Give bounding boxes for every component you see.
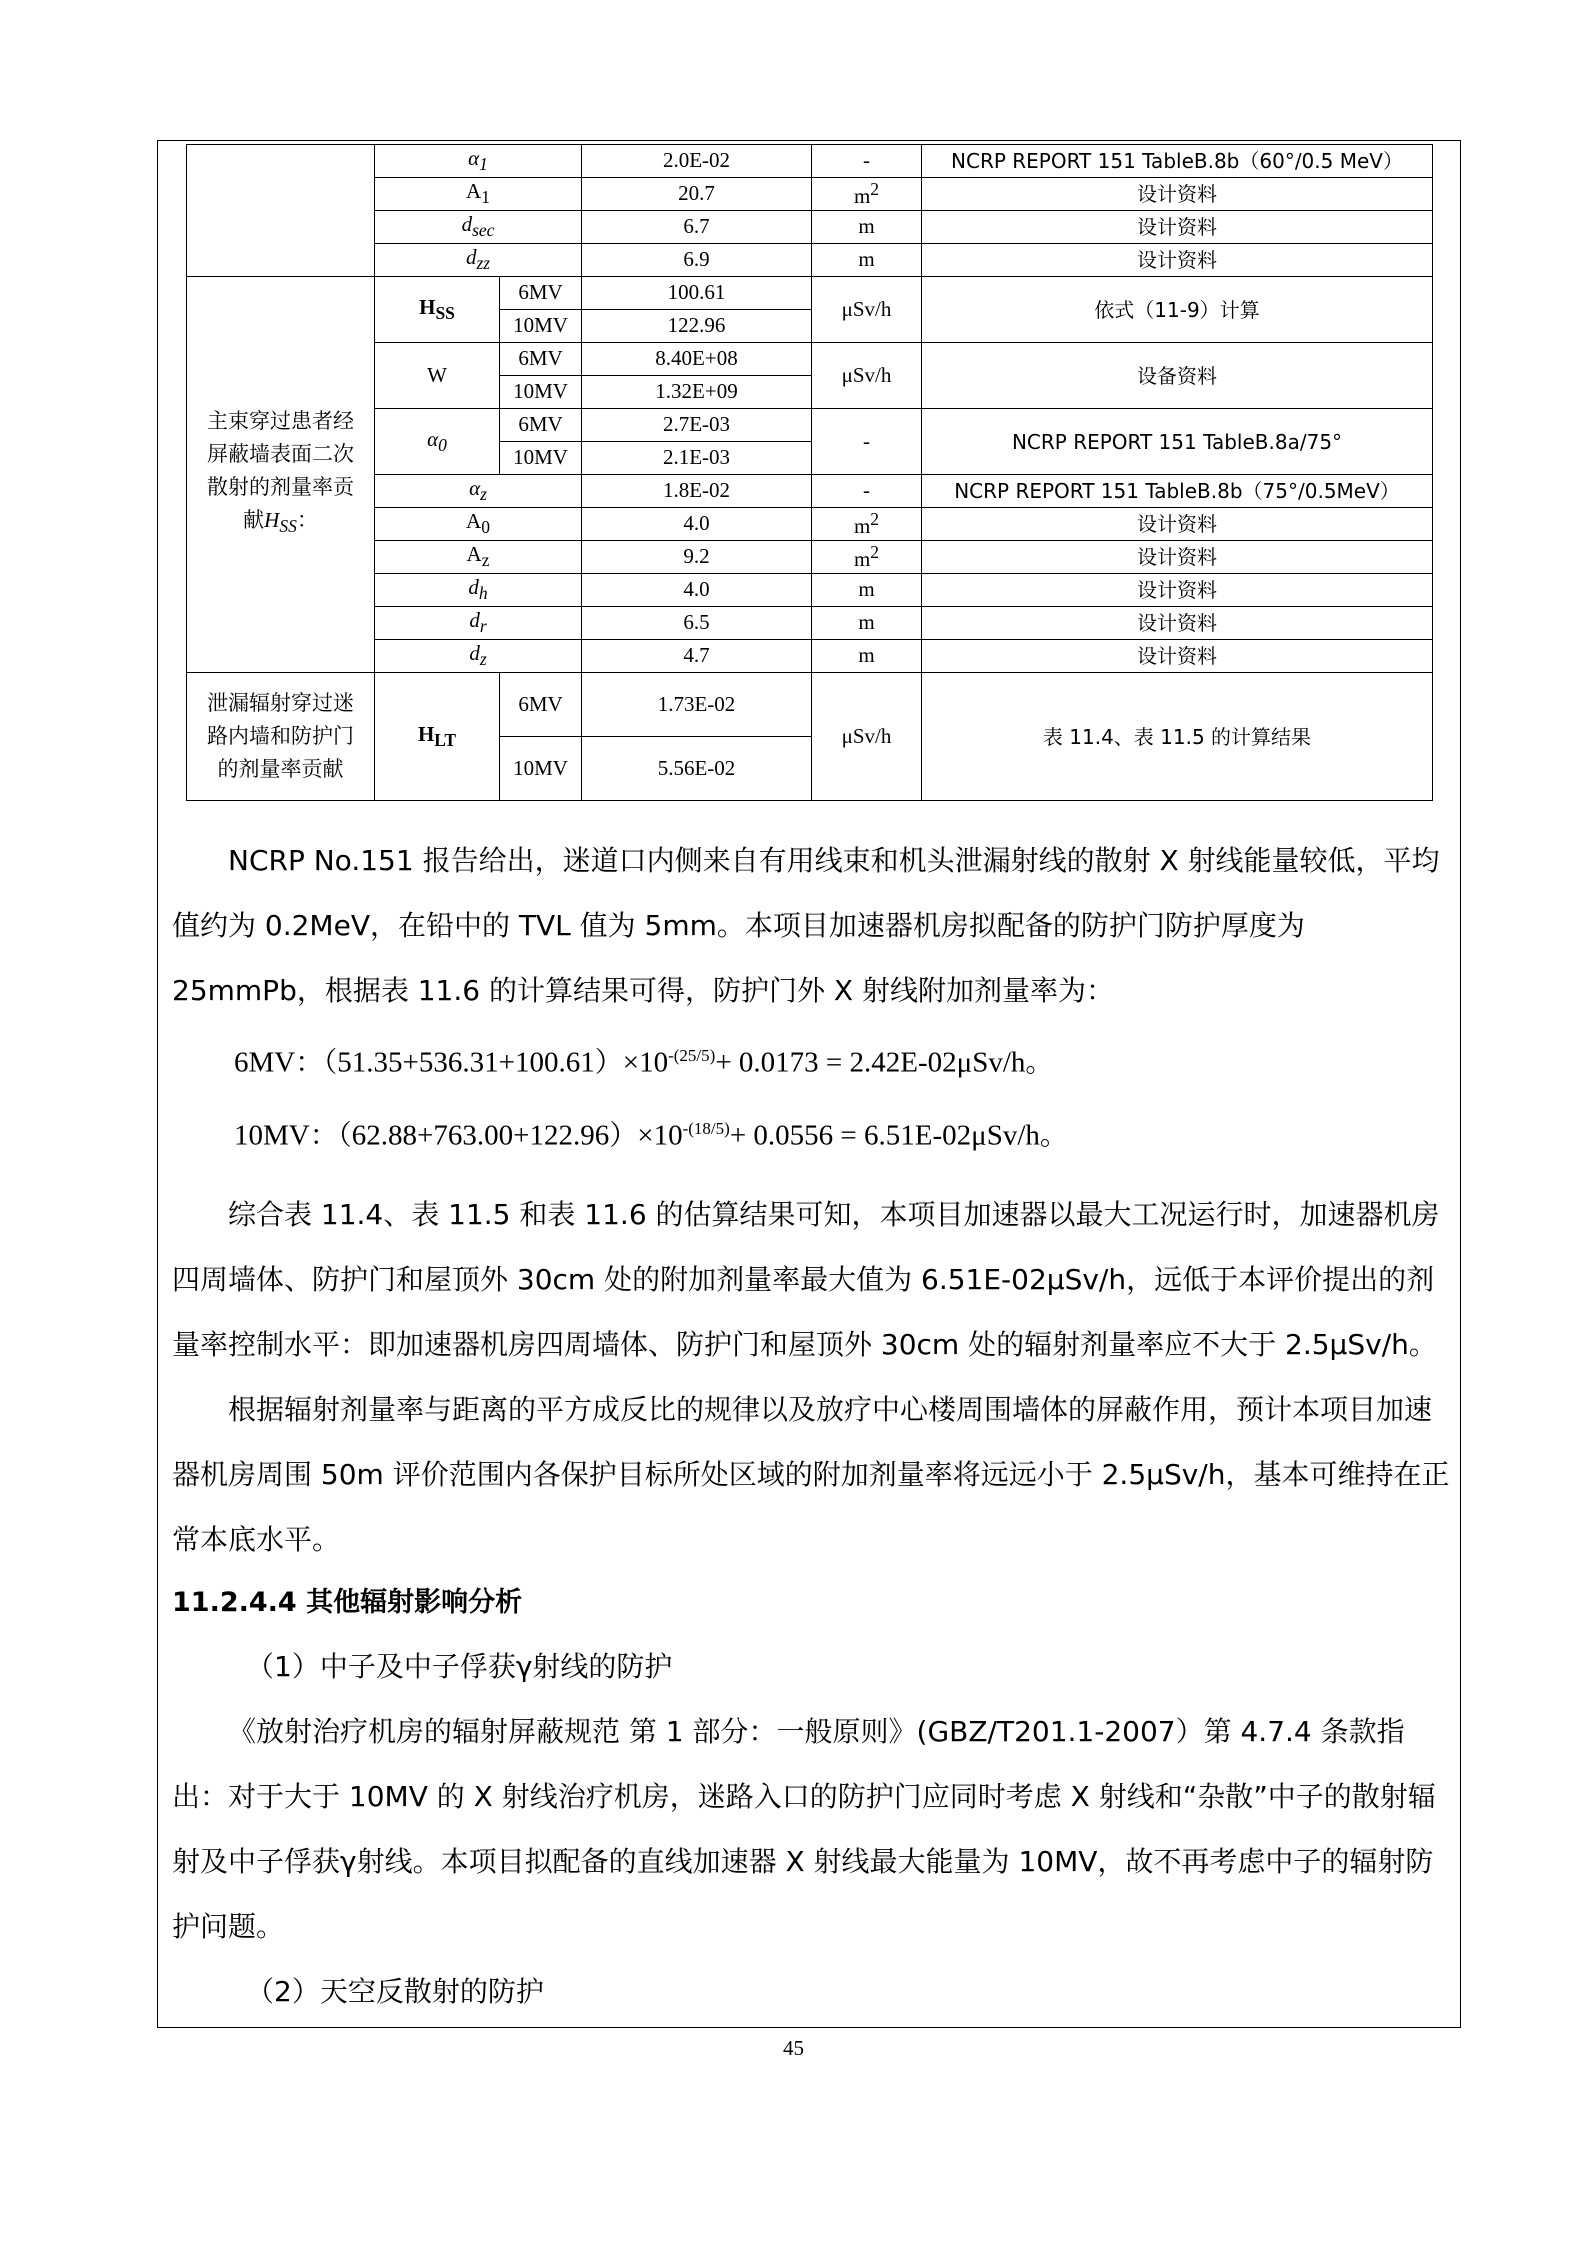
param-unit: - <box>812 475 922 508</box>
param-source: 设计资料 <box>922 508 1433 541</box>
param-value: 6.9 <box>582 244 812 277</box>
param-value: 2.7E-03 <box>582 409 812 442</box>
param-unit: $m^2$ <box>812 541 922 574</box>
table-row <box>187 145 1433 178</box>
param-source: NCRP REPORT 151 TableB.8b（75°/0.5MeV） <box>922 475 1433 508</box>
energy-label: 6MV <box>500 673 582 737</box>
param-source: 表 11.4、表 11.5 的计算结果 <box>922 673 1433 801</box>
param-value: 2.1E-03 <box>582 442 812 475</box>
param-symbol: $d_{sec}$ <box>375 211 582 244</box>
section-heading: 11.2.4.4 其他辐射影响分析 <box>172 1587 523 1619</box>
param-unit: m <box>812 244 922 277</box>
param-value: 100.61 <box>582 277 812 310</box>
section3-label: 泄漏辐射穿过迷路内墙和防护门的剂量率贡献 <box>187 673 375 801</box>
param-value: 4.0 <box>582 574 812 607</box>
param-unit: μSv/h <box>812 673 922 801</box>
param-value: 6.7 <box>582 211 812 244</box>
param-value: 4.0 <box>582 508 812 541</box>
param-symbol: $\alpha_1$ <box>375 145 582 178</box>
body-text <box>172 828 1450 2024</box>
section1-label-cell <box>187 145 375 277</box>
equation-10mv: 10MV：$(62.88+763.00+122.96)\times 10^{-(18/5)}+ 0.0556 = 6.51E-02\mu Sv/h$。 <box>234 1118 1068 1152</box>
param-symbol: $d_z$ <box>375 640 582 673</box>
param-unit: $m^2$ <box>812 178 922 211</box>
energy-label: 10MV <box>500 376 582 409</box>
subheading: （2）天空反散射的防护 <box>246 1975 544 2009</box>
energy-label: 6MV <box>500 343 582 376</box>
param-unit: μSv/h <box>812 277 922 343</box>
param-source: 设计资料 <box>922 541 1433 574</box>
param-unit: m <box>812 574 922 607</box>
param-source: 依式（11-9）计算 <box>922 277 1433 343</box>
param-symbol: $A_1$ <box>375 178 582 211</box>
param-value: 1.8E-02 <box>582 475 812 508</box>
param-source: 设计资料 <box>922 607 1433 640</box>
param-unit: μSv/h <box>812 343 922 409</box>
param-source: NCRP REPORT 151 TableB.8a/75° <box>922 409 1433 475</box>
param-source: 设计资料 <box>922 178 1433 211</box>
param-unit: - <box>812 145 922 178</box>
energy-label: 6MV <box>500 409 582 442</box>
page-number: 45 <box>783 2036 804 2060</box>
param-value: 1.32E+09 <box>582 376 812 409</box>
param-source: NCRP REPORT 151 TableB.8b（60°/0.5 MeV） <box>922 145 1433 178</box>
energy-label: 6MV <box>500 277 582 310</box>
energy-label: 10MV <box>500 737 582 801</box>
param-symbol: $d_r$ <box>375 607 582 640</box>
param-unit: m <box>812 211 922 244</box>
param-symbol: $\alpha_0$ <box>375 409 500 475</box>
table-row <box>187 277 1433 310</box>
param-value: 4.7 <box>582 640 812 673</box>
param-value: 9.2 <box>582 541 812 574</box>
energy-label: 10MV <box>500 310 582 343</box>
param-source: 设计资料 <box>922 574 1433 607</box>
subheading: （1）中子及中子俘获γ射线的防护 <box>246 1650 673 1684</box>
param-symbol: $A_z$ <box>375 541 582 574</box>
energy-label: 10MV <box>500 442 582 475</box>
param-source: 设计资料 <box>922 640 1433 673</box>
param-symbol: $H_{SS}$ <box>375 277 500 343</box>
param-unit: m <box>812 640 922 673</box>
paragraph: 《放射治疗机房的辐射屏蔽规范 第 1 部分：一般原则》(GBZ/T201.1-2007）第 4.7.4 条款指出：对于大于 10MV 的 X 射线治疗机房，迷路入口的防护门应同时考虑 X 射线和“杂散”中子的散射辐射及中子俘获γ射线。本项目拟配备的直线加速器 X 射线最大能量为 10MV，故不再考虑中子的辐射防护问题。 <box>172 1715 1436 1944</box>
paragraph: NCRP No.151 报告给出，迷道口内侧来自有用线束和机头泄漏射线的散射 X 射线能量较低，平均值约为 0.2MeV，在铅中的 TVL 值为 5mm。本项目加速器机房拟配备的防护门防护厚度为 25mmPb，根据表 11.6 的计算结果可得，防护门外 X 射线附加剂量率为： <box>172 844 1440 1007</box>
param-value: 1.73E-02 <box>582 673 812 737</box>
table-row <box>187 673 1433 737</box>
param-source: 设计资料 <box>922 211 1433 244</box>
param-symbol: $A_0$ <box>375 508 582 541</box>
param-value: 8.40E+08 <box>582 343 812 376</box>
param-unit: $m^2$ <box>812 508 922 541</box>
equation-6mv: 6MV：$(51.35+536.31+100.61)\times 10^{-(25/5)}+ 0.0173 = 2.42E-02\mu Sv/h$。 <box>234 1045 1054 1079</box>
paragraph: 根据辐射剂量率与距离的平方成反比的规律以及放疗中心楼周围墙体的屏蔽作用，预计本项目加速器机房周围 50m 评价范围内各保护目标所处区域的附加剂量率将远远小于 2.5μSv/h，基本可维持在正常本底水平。 <box>172 1393 1450 1557</box>
param-value: 122.96 <box>582 310 812 343</box>
param-unit: m <box>812 607 922 640</box>
param-value: 2.0E-02 <box>582 145 812 178</box>
param-value: 6.5 <box>582 607 812 640</box>
paragraph: 综合表 11.4、表 11.5 和表 11.6 的估算结果可知，本项目加速器以最大工况运行时，加速器机房四周墙体、防护门和屋顶外 30cm 处的附加剂量率最大值为 6.51E-02μSv/h，远低于本评价提出的剂量率控制水平：即加速器机房四周墙体、防护门和屋顶外 30cm 处的辐射剂量率应不大于 2.5μSv/h。 <box>172 1198 1440 1362</box>
section2-label: 主束穿过患者经屏蔽墙表面二次散射的剂量率贡献$H_{SS}$： <box>187 277 375 673</box>
param-symbol: W <box>375 343 500 409</box>
shielding-parameter-table <box>186 144 1433 801</box>
param-symbol: $d_{zz}$ <box>375 244 582 277</box>
param-unit: - <box>812 409 922 475</box>
param-symbol: $H_{LT}$ <box>375 673 500 801</box>
param-source: 设备资料 <box>922 343 1433 409</box>
param-symbol: $d_h$ <box>375 574 582 607</box>
param-source: 设计资料 <box>922 244 1433 277</box>
param-value: 20.7 <box>582 178 812 211</box>
param-value: 5.56E-02 <box>582 737 812 801</box>
param-symbol: $\alpha_z$ <box>375 475 582 508</box>
